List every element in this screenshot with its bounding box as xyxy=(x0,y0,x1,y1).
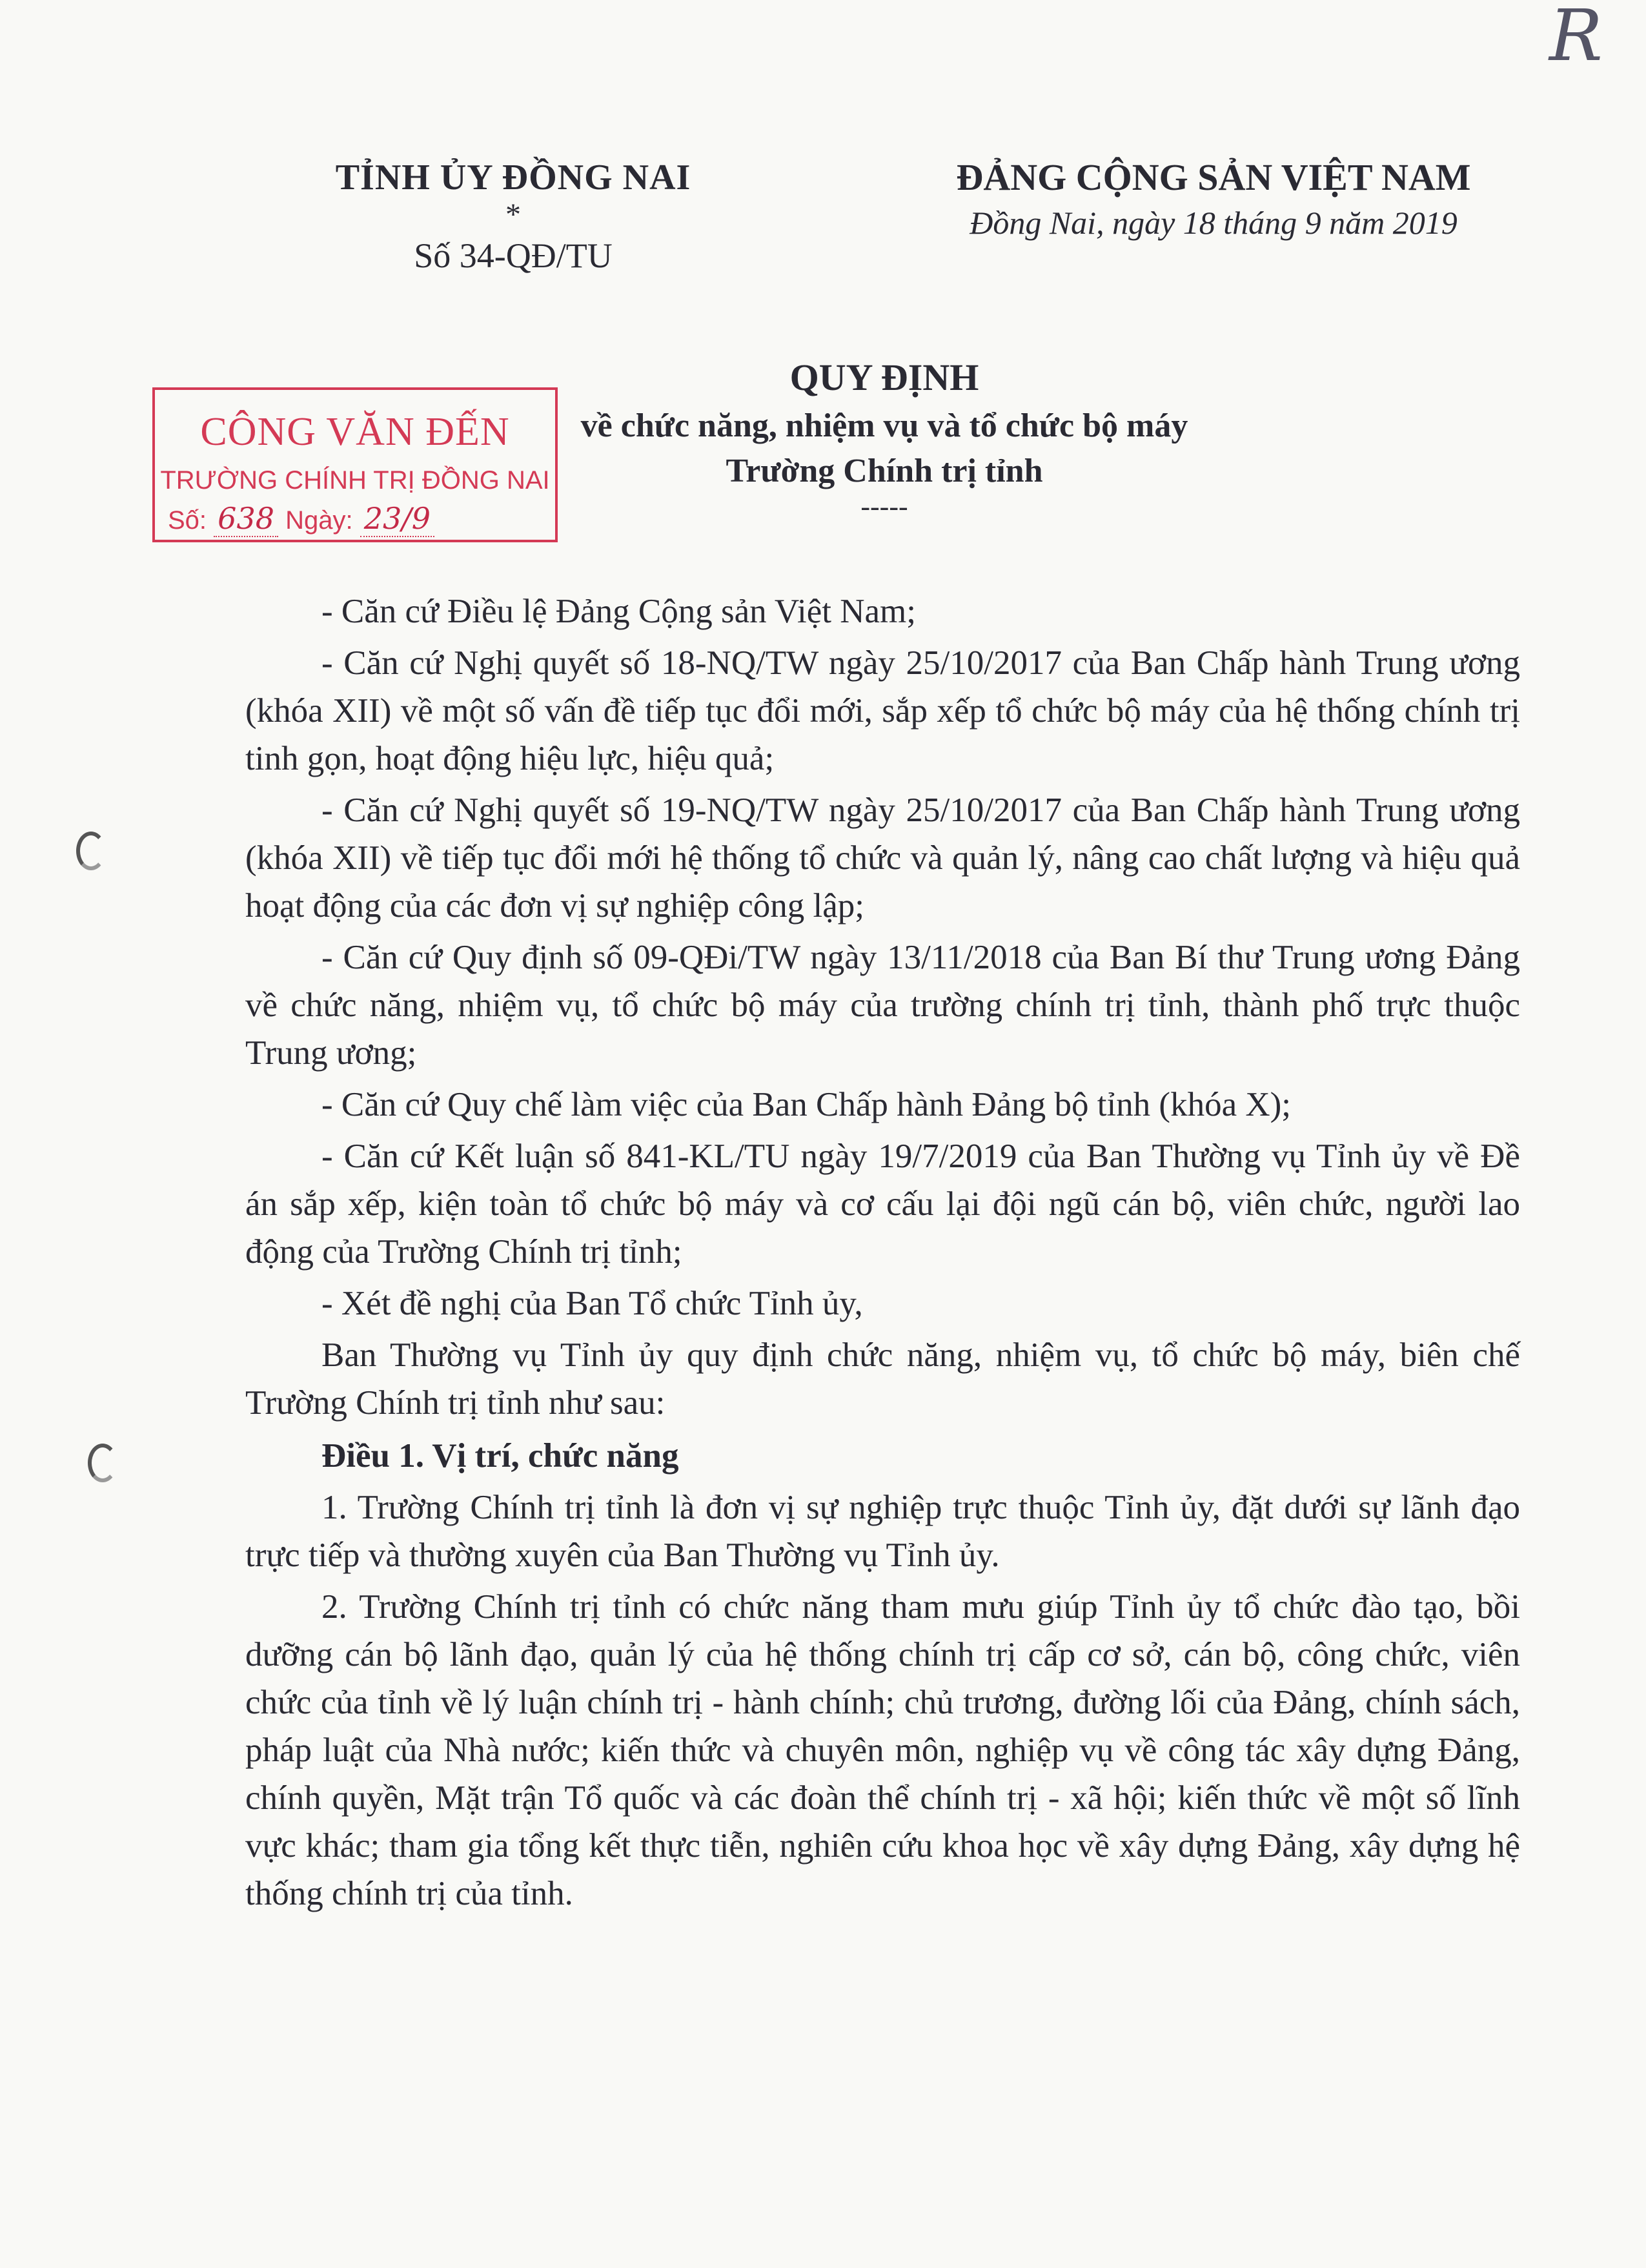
handwritten-corner-mark: R xyxy=(1549,0,1603,77)
place-and-date: Đồng Nai, ngày 18 tháng 9 năm 2019 xyxy=(970,205,1458,241)
party-name: ĐẢNG CỘNG SẢN VIỆT NAM xyxy=(956,156,1471,198)
incoming-document-stamp xyxy=(152,387,558,542)
issuer-name: TỈNH ỦY ĐỒNG NAI xyxy=(335,158,691,198)
title-separator: ----- xyxy=(860,491,908,522)
document-body xyxy=(245,587,1520,1921)
paragraph: Ban Thường vụ Tỉnh ủy quy định chức năng, nhiệm vụ, tổ chức bộ máy, biên chế Trường Chính trị tỉnh như sau: xyxy=(245,1336,1520,1422)
title-line-2: Trường Chính trị tỉnh xyxy=(726,453,1043,489)
article-1-heading: Điều 1. Vị trí, chức năng xyxy=(321,1437,679,1475)
document-title xyxy=(491,352,1278,520)
punch-hole-mark xyxy=(76,832,106,870)
stamp-organization: TRƯỜNG CHÍNH TRỊ ĐỒNG NAI xyxy=(160,466,550,495)
issuer-block xyxy=(245,155,781,281)
paragraph: - Căn cứ Kết luận số 841-KL/TU ngày 19/7/2019 của Ban Thường vụ Tỉnh ủy về Đề án sắp xếp, kiện toàn tổ chức bộ máy và cơ cấu lại đội ngũ cán bộ, viên chức, người lao động của Trường Chính trị tỉnh; xyxy=(245,1138,1520,1271)
party-block xyxy=(897,155,1530,245)
stamp-number-date-line xyxy=(168,501,542,536)
paragraph: - Xét đề nghị của Ban Tổ chức Tỉnh ủy, xyxy=(321,1285,863,1322)
punch-hole-mark xyxy=(88,1444,117,1482)
title-line-1: về chức năng, nhiệm vụ và tổ chức bộ máy xyxy=(580,407,1188,444)
star-separator: * xyxy=(505,198,521,232)
paragraph: - Căn cứ Quy chế làm việc của Ban Chấp hành Đảng bộ tỉnh (khóa X); xyxy=(321,1086,1291,1123)
paragraph: - Căn cứ Nghị quyết số 19-NQ/TW ngày 25/10/2017 của Ban Chấp hành Trung ương (khóa XII) về tiếp tục đổi mới hệ thống tổ chức và quản lý, nâng cao chất lượng và hiệu quả hoạt động của các đơn vị sự nghiệp công lập; xyxy=(245,792,1520,925)
article-1-item: 1. Trường Chính trị tỉnh là đơn vị sự nghiệp trực thuộc Tỉnh ủy, đặt dưới sự lãnh đạo trực tiếp và thường xuyên của Ban Thường vụ Tỉnh ủy. xyxy=(245,1489,1520,1574)
document-number: Số 34-QĐ/TU xyxy=(414,236,613,275)
stamp-number-label: Số: xyxy=(168,506,207,535)
article-1-item: 2. Trường Chính trị tỉnh có chức năng tham mưu giúp Tỉnh ủy tổ chức đào tạo, bồi dưỡng cán bộ lãnh đạo, quản lý của hệ thống chính trị cấp cơ sở, cán bộ, công chức, viên chức của tỉnh về lý luận chính trị - hành chính; chủ trương, đường lối của Đảng, chính sách, pháp luật của Nhà nước; kiến thức và chuyên môn, nghiệp vụ về công tác xây dựng Đảng, chính quyền, Mặt trận Tổ quốc và các đoàn thể chính trị - xã hội; kiến thức về một số lĩnh vực khác; tham gia tổng kết thực tiễn, nghiên cứu khoa học về xây dựng Đảng, xây dựng hệ thống chính trị của tỉnh. xyxy=(245,1588,1520,1912)
paragraph: - Căn cứ Nghị quyết số 18-NQ/TW ngày 25/10/2017 của Ban Chấp hành Trung ương (khóa XII) về một số vấn đề tiếp tục đổi mới, sắp xếp tổ chức bộ máy của hệ thống chính trị tinh gọn, hoạt động hiệu lực, hiệu quả; xyxy=(245,644,1520,777)
stamp-title: CÔNG VĂN ĐẾN xyxy=(200,410,510,454)
title-main: QUY ĐỊNH xyxy=(789,356,979,398)
paragraph: - Căn cứ Điều lệ Đảng Cộng sản Việt Nam; xyxy=(321,593,916,630)
stamp-number-value: 638 xyxy=(214,501,278,537)
stamp-date-label: Ngày: xyxy=(285,506,353,535)
paragraph: - Căn cứ Quy định số 09-QĐi/TW ngày 13/11/2018 của Ban Bí thư Trung ương Đảng về chức năng, nhiệm vụ, tổ chức bộ máy của trường chính trị tỉnh, thành phố trực thuộc Trung ương; xyxy=(245,939,1520,1072)
stamp-date-value: 23/9 xyxy=(360,501,434,537)
